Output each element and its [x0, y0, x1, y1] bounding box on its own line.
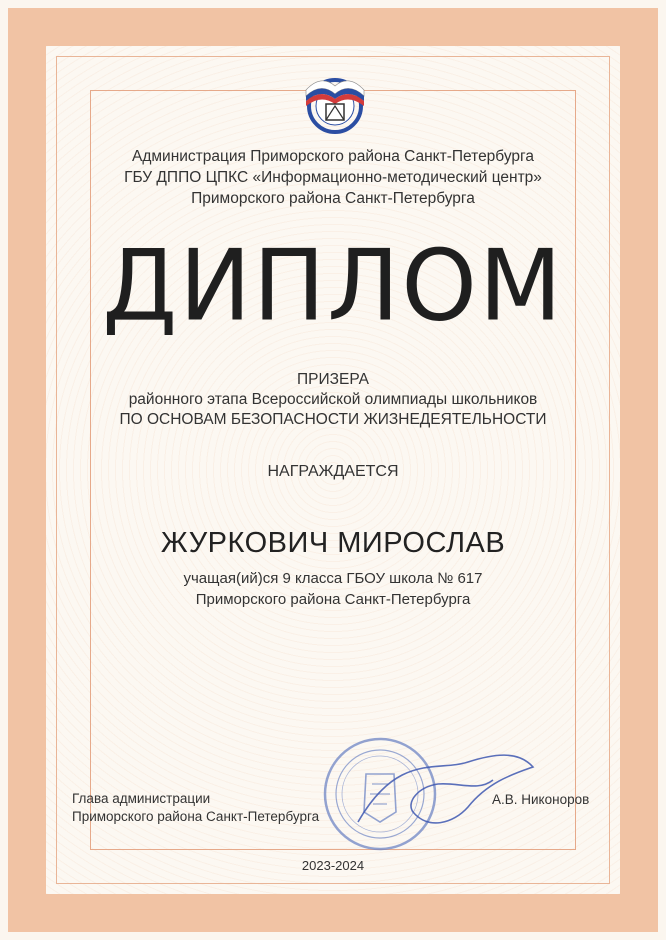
recipient-school: учащая(ий)ся 9 класса ГБОУ школа № 617	[183, 570, 483, 587]
issuer-line-3: Приморского района Санкт-Петербурга	[191, 190, 475, 207]
signer-name: А.В. Никоноров	[492, 792, 590, 807]
issuer-line-2: ГБУ ДППО ЦПКС «Информационно-методический центр»	[124, 169, 542, 186]
recipient-details	[60, 568, 606, 610]
issuer-line-1: Администрация Приморского района Санкт-Петербурга	[132, 148, 534, 165]
official-stamp-icon	[318, 712, 548, 862]
award-subject: ПО ОСНОВАМ БЕЗОПАСНОСТИ ЖИЗНЕДЕЯТЕЛЬНОСТИ	[119, 411, 547, 428]
signer-position-line-2: Приморского района Санкт-Петербурга	[72, 809, 320, 824]
academic-year: 2023-2024	[301, 858, 365, 873]
diploma-title: ДИПЛОМ	[102, 228, 564, 344]
award-event: районного этапа Всероссийской олимпиады школьников	[128, 391, 538, 408]
awarded-label: НАГРАЖДАЕТСЯ	[267, 463, 399, 480]
olympiad-emblem-icon	[296, 68, 374, 136]
signer-position	[72, 790, 319, 826]
award-level: ПРИЗЕРА	[297, 371, 369, 388]
issuer-header	[60, 146, 606, 209]
recipient-district: Приморского района Санкт-Петербурга	[195, 591, 471, 608]
recipient-name: ЖУРКОВИЧ МИРОСЛАВ	[160, 527, 506, 559]
award-description	[60, 370, 606, 430]
signer-position-line-1: Глава администрации	[72, 791, 211, 806]
